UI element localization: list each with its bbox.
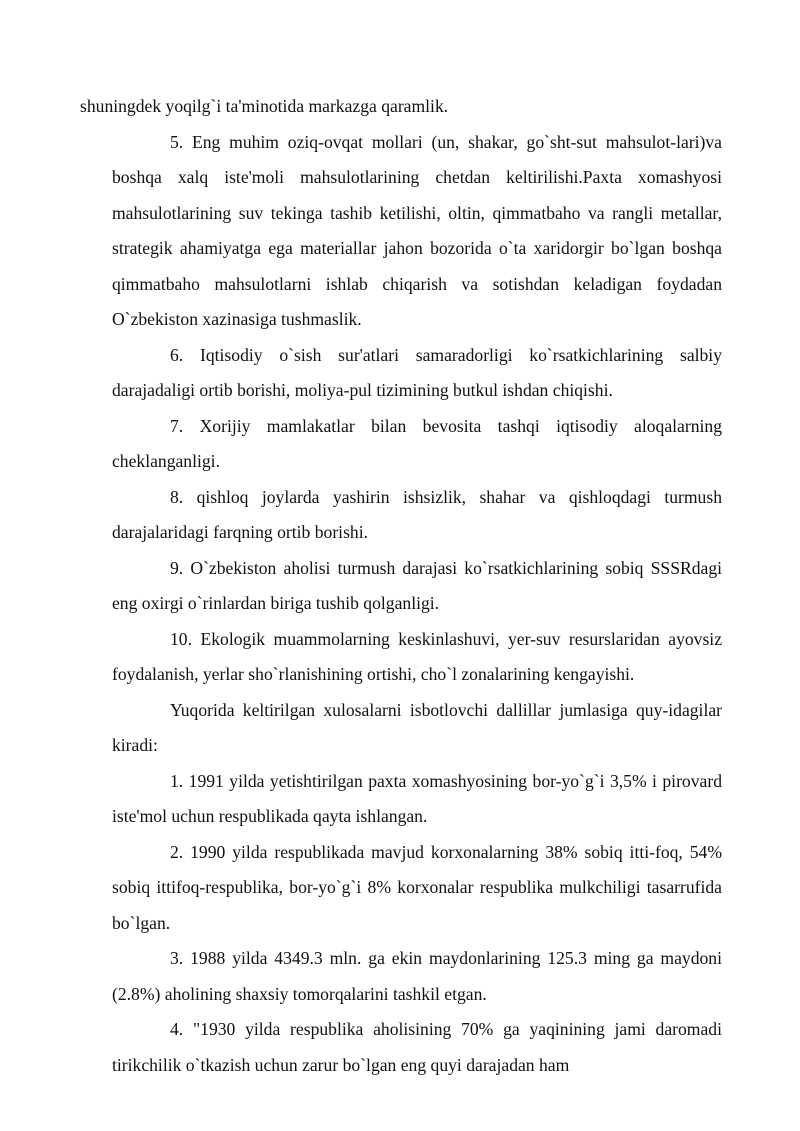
body-text [80,89,722,1083]
paragraph-evidence-2: 2. 1990 yilda respublikada mavjud korxonalarning 38% sobiq itti-foq, 54% sobiq ittifoq-respublika, bor-yo`g`i 8% korxonalar respublika mulkchiligi tasarrufida bo`lgan. [112,841,722,933]
paragraph-item-6: 6. Iqtisodiy o`sish sur'atlari samaradorligi ko`rsatkichlarining salbiy darajadaligi ortib borishi, moliya-pul tizimining butkul ishdan chiqishi. [112,344,722,400]
paragraph-item-5: 5. Eng muhim oziq-ovqat mollari (un, shakar, go`sht-sut mahsulot-lari)va boshqa xalq iste'moli mahsulotlarining chetdan keltirilishi.Paxta xomashyosi mahsulotlarining suv tekinga tashib ketilishi, oltin, qimmatbaho va rangli metallar, strategik ahamiyatga ega materiallar jahon bozorida o`ta xaridorgir bo`lgan boshqa qimmatbaho mahsulotlarni ishlab chiqarish va sotishdan keladigan foydadan O`zbekiston xazinasiga tushmaslik. [112,131,722,329]
paragraph-item-8: 8. qishloq joylarda yashirin ishsizlik, shahar va qishloqdagi turmush darajalaridagi farqning ortib borishi. [112,486,722,542]
paragraph-evidence-3: 3. 1988 yilda 4349.3 mln. ga ekin maydonlarining 125.3 ming ga maydoni (2.8%) aholining shaxsiy tomorqalarini tashkil etgan. [112,948,722,1004]
paragraph-item-7: 7. Xorijiy mamlakatlar bilan bevosita tashqi iqtisodiy aloqalarning cheklanganligi. [112,415,722,471]
paragraph-item-10: 10. Ekologik muammolarning keskinlashuvi, yer-suv resurslaridan ayovsiz foydalanish, yerlar sho`rlanishining ortishi, cho`l zonalarining kengayishi. [112,628,722,684]
paragraph-evidence-intro: Yuqorida keltirilgan xulosalarni isbotlovchi dallillar jumlasiga quy-idagilar kiradi: [112,699,722,755]
paragraph-item-9: 9. O`zbekiston aholisi turmush darajasi ko`rsatkichlarining sobiq SSSRdagi eng oxirgi o`rinlardan biriga tushib qolganligi. [112,557,722,613]
paragraph-continuation: shuningdek yoqilg`i ta'minotida markazga qaramlik. [80,96,449,116]
paragraph-evidence-1: 1. 1991 yilda yetishtirilgan paxta xomashyosining bor-yo`g`i 3,5% i pirovard iste'mol uchun respublikada qayta ishlangan. [112,770,722,826]
paragraph-evidence-4: 4. "1930 yilda respublika aholisining 70% ga yaqinining jami daromadi tirikchilik o`tkazish uchun zarur bo`lgan eng quyi darajadan ham [112,1019,722,1075]
